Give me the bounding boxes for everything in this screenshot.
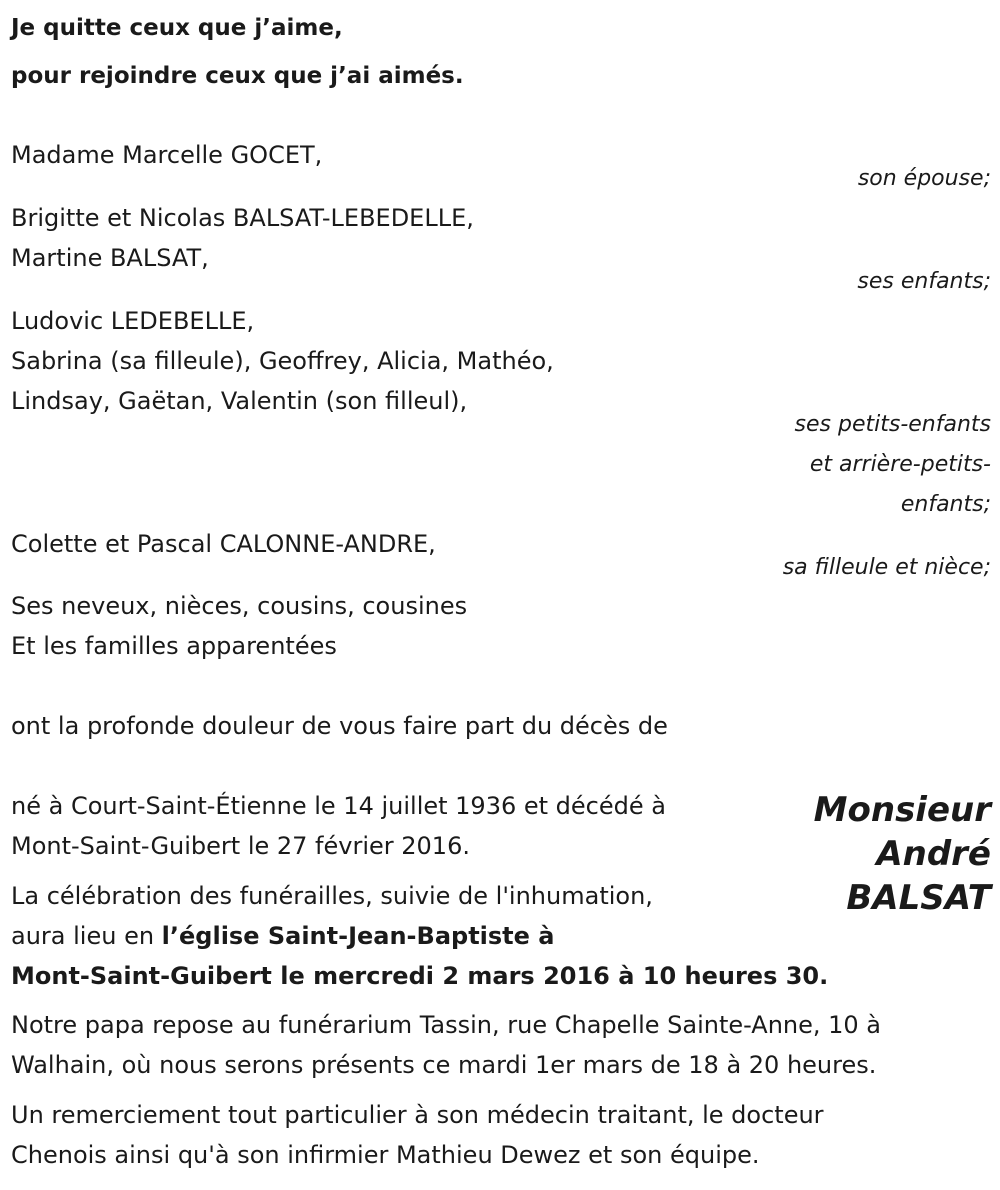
- others-line-1: Ses neveux, nièces, cousins, cousines: [11, 592, 468, 620]
- rest-line-2: Walhain, où nous serons présents ce mardi 1er mars de 18 à 20 heures.: [11, 1051, 877, 1079]
- funeral-line-2-prefix: aura lieu en: [11, 922, 162, 950]
- funeral-date: Mont-Saint-Guibert le mercredi 2 mars 2016 à 10 heures 30.: [11, 962, 829, 990]
- deceased-name: [814, 788, 991, 920]
- thanks-line-2: Chenois ainsi qu'à son infirmier Mathieu Dewez et son équipe.: [11, 1141, 760, 1169]
- funeral-church: l’église Saint-Jean-Baptiste à: [161, 922, 555, 950]
- children-role: ses enfants;: [857, 269, 991, 294]
- birth-line-2: Mont-Saint-Guibert le 27 février 2016.: [11, 832, 470, 860]
- others-line-2: Et les familles apparentées: [11, 632, 337, 660]
- grandchildren-line-1: Ludovic LEDEBELLE,: [11, 307, 255, 335]
- spouse-name: Madame Marcelle GOCET,: [11, 141, 323, 169]
- grandchildren-role-1: ses petits-enfants: [794, 412, 991, 437]
- epigraph-line-1: Je quitte ceux que j’aime,: [11, 15, 343, 41]
- deceased-first-name: André: [876, 834, 991, 874]
- epigraph-line-2: pour rejoindre ceux que j’ai aimés.: [11, 63, 464, 89]
- children-line-1: Brigitte et Nicolas BALSAT-LEBEDELLE,: [11, 204, 474, 232]
- deceased-last-name: BALSAT: [846, 878, 991, 918]
- children-line-2: Martine BALSAT,: [11, 244, 209, 272]
- niece-name: Colette et Pascal CALONNE-ANDRE,: [11, 530, 436, 558]
- grandchildren-role-2: et arrière-petits-: [809, 452, 991, 477]
- deceased-title: Monsieur: [813, 790, 991, 830]
- spouse-role: son épouse;: [857, 166, 991, 191]
- funeral-line-1: La célébration des funérailles, suivie de l'inhumation,: [11, 882, 653, 910]
- grandchildren-role-3: enfants;: [900, 492, 991, 517]
- grandchildren-line-3: Lindsay, Gaëtan, Valentin (son filleul),: [11, 387, 468, 415]
- announcement: ont la profonde douleur de vous faire part du décès de: [11, 712, 668, 740]
- rest-line-1: Notre papa repose au funérarium Tassin, rue Chapelle Sainte-Anne, 10 à: [11, 1011, 882, 1039]
- niece-role: sa filleule et nièce;: [782, 555, 991, 580]
- birth-line-1: né à Court-Saint-Étienne le 14 juillet 1936 et décédé à: [11, 792, 666, 820]
- grandchildren-line-2: Sabrina (sa filleule), Geoffrey, Alicia, Mathéo,: [11, 347, 554, 375]
- funeral-line-2: [11, 916, 554, 956]
- thanks-line-1: Un remerciement tout particulier à son médecin traitant, le docteur: [11, 1101, 824, 1129]
